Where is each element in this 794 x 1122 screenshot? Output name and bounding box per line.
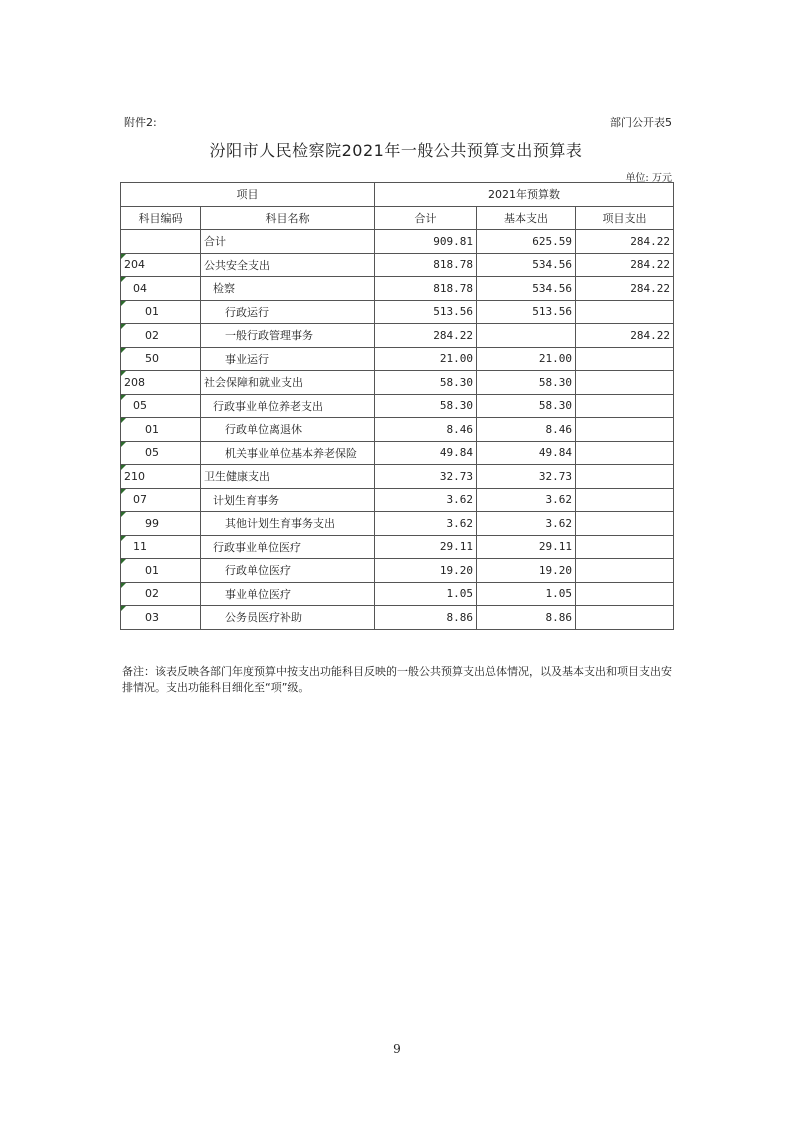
total-cell: 8.86 <box>375 606 477 630</box>
basic-cell: 29.11 <box>477 535 576 559</box>
name-cell: 公共安全支出 <box>201 253 375 277</box>
total-cell: 21.00 <box>375 347 477 371</box>
code-cell: 02 <box>121 324 201 348</box>
table-row <box>121 347 674 371</box>
project-cell <box>576 606 674 630</box>
code-cell: 01 <box>121 559 201 583</box>
name-cell: 机关事业单位基本养老保险 <box>201 441 375 465</box>
total-cell: 3.62 <box>375 488 477 512</box>
project-cell <box>576 559 674 583</box>
attachment-label: 附件2: <box>124 116 157 129</box>
name-cell: 行政事业单位养老支出 <box>201 394 375 418</box>
project-cell <box>576 441 674 465</box>
table-row <box>121 371 674 395</box>
total-cell: 58.30 <box>375 394 477 418</box>
total-cell: 818.78 <box>375 277 477 301</box>
unit-label: 单位: 万元 <box>625 173 672 184</box>
total-cell: 3.62 <box>375 512 477 536</box>
table-row <box>121 253 674 277</box>
table-row <box>121 535 674 559</box>
project-cell <box>576 347 674 371</box>
name-cell: 社会保障和就业支出 <box>201 371 375 395</box>
total-cell: 513.56 <box>375 300 477 324</box>
name-cell: 合计 <box>201 230 375 254</box>
table-row <box>121 324 674 348</box>
basic-cell: 49.84 <box>477 441 576 465</box>
header-row-2 <box>121 206 674 230</box>
table-row <box>121 559 674 583</box>
basic-cell: 8.46 <box>477 418 576 442</box>
total-cell: 818.78 <box>375 253 477 277</box>
basic-cell: 513.56 <box>477 300 576 324</box>
project-cell <box>576 418 674 442</box>
code-cell: 210 <box>121 465 201 489</box>
name-cell: 事业运行 <box>201 347 375 371</box>
name-cell: 行政事业单位医疗 <box>201 535 375 559</box>
project-cell: 284.22 <box>576 230 674 254</box>
code-cell: 208 <box>121 371 201 395</box>
project-cell: 284.22 <box>576 253 674 277</box>
header-name: 科目名称 <box>201 206 375 230</box>
basic-cell: 1.05 <box>477 582 576 606</box>
total-cell: 284.22 <box>375 324 477 348</box>
page-title: 汾阳市人民检察院2021年一般公共预算支出预算表 <box>209 141 583 160</box>
name-cell: 卫生健康支出 <box>201 465 375 489</box>
total-cell: 32.73 <box>375 465 477 489</box>
header-project-expense: 项目支出 <box>576 206 674 230</box>
table-row <box>121 230 674 254</box>
total-cell: 29.11 <box>375 535 477 559</box>
header-budget: 2021年预算数 <box>375 183 674 207</box>
name-cell: 其他计划生育事务支出 <box>201 512 375 536</box>
name-cell: 行政单位离退休 <box>201 418 375 442</box>
name-cell: 公务员医疗补助 <box>201 606 375 630</box>
basic-cell: 625.59 <box>477 230 576 254</box>
basic-cell <box>477 324 576 348</box>
project-cell <box>576 535 674 559</box>
basic-cell: 58.30 <box>477 371 576 395</box>
project-cell: 284.22 <box>576 277 674 301</box>
budget-table <box>120 182 674 630</box>
code-cell: 204 <box>121 253 201 277</box>
table-row <box>121 512 674 536</box>
table-row <box>121 606 674 630</box>
code-cell: 07 <box>121 488 201 512</box>
name-cell: 行政单位医疗 <box>201 559 375 583</box>
name-cell: 事业单位医疗 <box>201 582 375 606</box>
basic-cell: 534.56 <box>477 253 576 277</box>
project-cell <box>576 465 674 489</box>
header-basic: 基本支出 <box>477 206 576 230</box>
basic-cell: 8.86 <box>477 606 576 630</box>
footnote: 备注：该表反映各部门年度预算中按支出功能科目反映的一般公共预算支出总体情况，以及基本支出和项目支出安排情况。支出功能科目细化至“项”级。 <box>122 665 672 694</box>
table-row <box>121 582 674 606</box>
header-project: 项目 <box>121 183 375 207</box>
total-cell: 19.20 <box>375 559 477 583</box>
table-row <box>121 300 674 324</box>
project-cell <box>576 582 674 606</box>
project-cell: 284.22 <box>576 324 674 348</box>
project-cell <box>576 394 674 418</box>
total-cell: 8.46 <box>375 418 477 442</box>
header-code: 科目编码 <box>121 206 201 230</box>
total-cell: 49.84 <box>375 441 477 465</box>
basic-cell: 21.00 <box>477 347 576 371</box>
project-cell <box>576 371 674 395</box>
basic-cell: 58.30 <box>477 394 576 418</box>
project-cell <box>576 512 674 536</box>
name-cell: 一般行政管理事务 <box>201 324 375 348</box>
table-row <box>121 394 674 418</box>
name-cell: 检察 <box>201 277 375 301</box>
basic-cell: 3.62 <box>477 512 576 536</box>
basic-cell: 3.62 <box>477 488 576 512</box>
table-body <box>121 230 674 630</box>
code-cell: 02 <box>121 582 201 606</box>
code-cell: 05 <box>121 394 201 418</box>
page-number: 9 <box>393 1042 401 1056</box>
table-row <box>121 488 674 512</box>
header-row-1 <box>121 183 674 207</box>
code-cell: 03 <box>121 606 201 630</box>
project-cell <box>576 488 674 512</box>
total-cell: 909.81 <box>375 230 477 254</box>
name-cell: 计划生育事务 <box>201 488 375 512</box>
name-cell: 行政运行 <box>201 300 375 324</box>
total-cell: 58.30 <box>375 371 477 395</box>
code-cell: 11 <box>121 535 201 559</box>
code-cell <box>121 230 201 254</box>
basic-cell: 19.20 <box>477 559 576 583</box>
table-row <box>121 277 674 301</box>
code-cell: 05 <box>121 441 201 465</box>
code-cell: 04 <box>121 277 201 301</box>
table-row <box>121 465 674 489</box>
code-cell: 01 <box>121 418 201 442</box>
table-row <box>121 418 674 442</box>
code-cell: 99 <box>121 512 201 536</box>
project-cell <box>576 300 674 324</box>
code-cell: 01 <box>121 300 201 324</box>
table-row <box>121 441 674 465</box>
basic-cell: 32.73 <box>477 465 576 489</box>
form-number: 部门公开表5 <box>610 116 672 129</box>
total-cell: 1.05 <box>375 582 477 606</box>
basic-cell: 534.56 <box>477 277 576 301</box>
header-total: 合计 <box>375 206 477 230</box>
code-cell: 50 <box>121 347 201 371</box>
